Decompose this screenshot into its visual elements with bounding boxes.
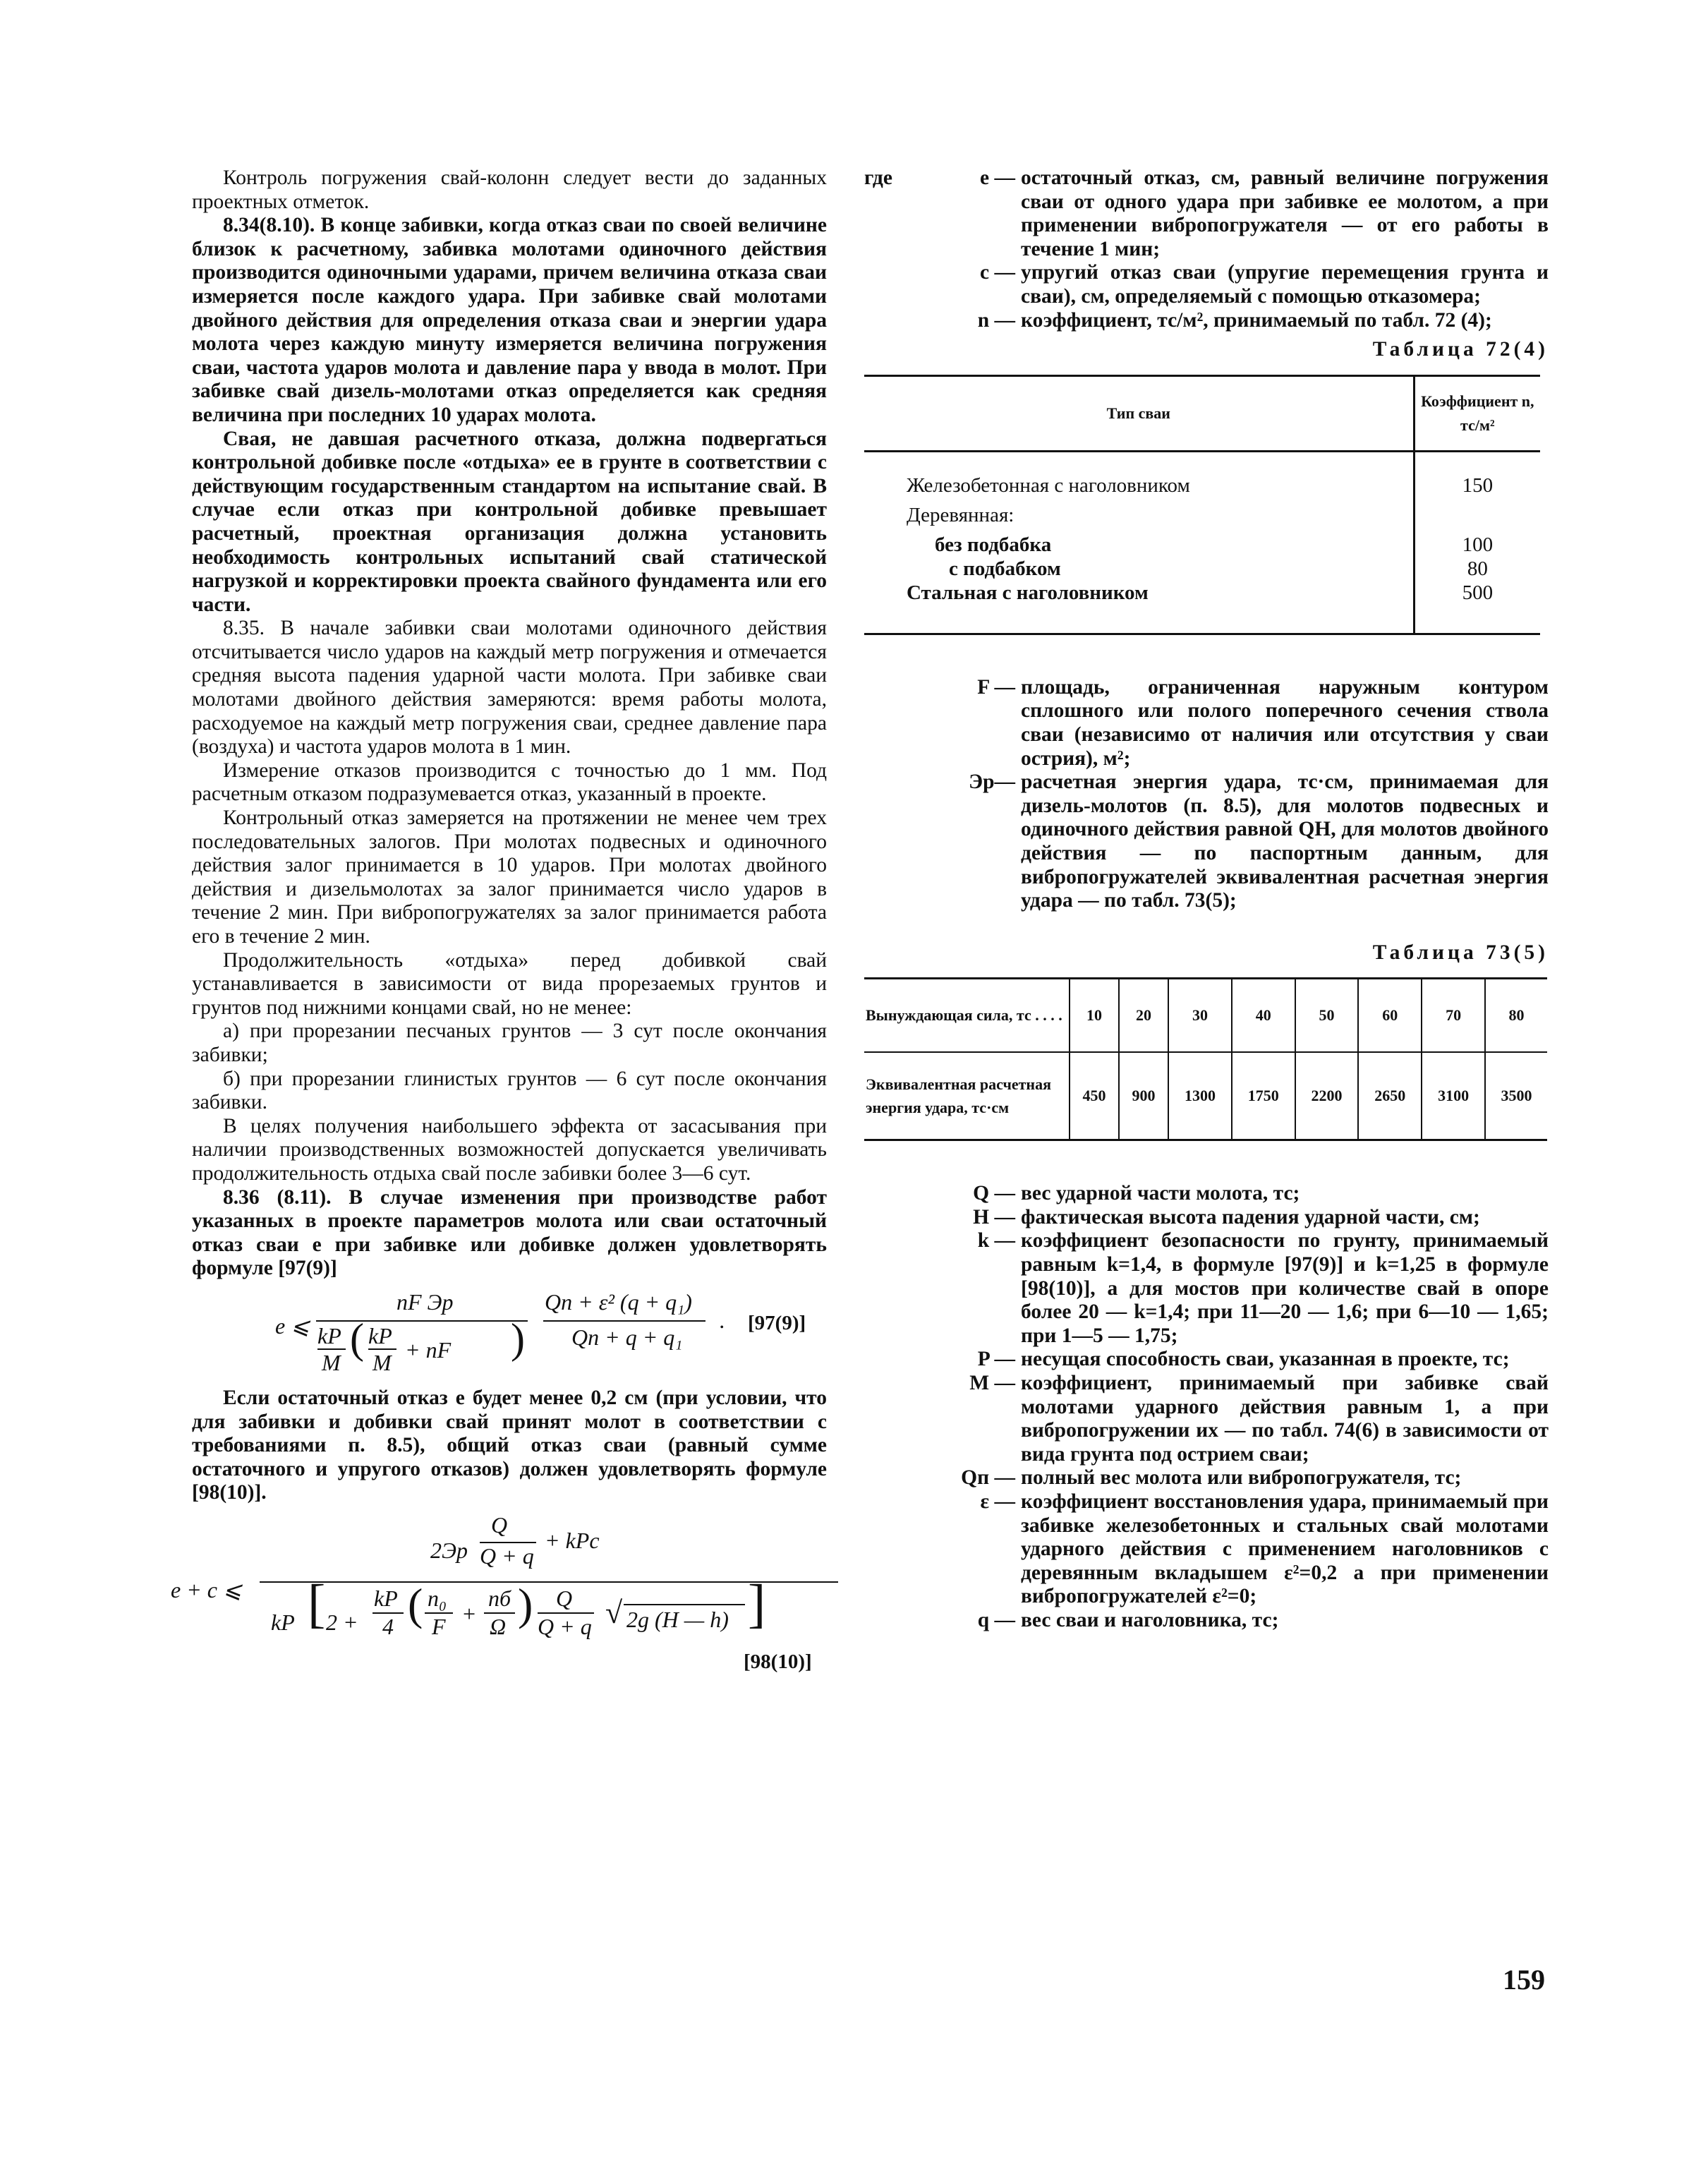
definition-n	[864, 309, 1549, 333]
table-72	[864, 375, 1540, 635]
bracket: [	[308, 1574, 326, 1634]
bracket: ]	[748, 1574, 766, 1634]
definitions-2	[864, 676, 1549, 913]
definition-text: коэффициент, тс/м², принимаемый по табл. 72 (4);	[1021, 308, 1492, 332]
paragraph: 8.36 (8.11). В случае изменения при производстве работ указанных в проекте параметров молота или сваи остаточный отказ сваи e при забивке или добивке должен удовлетворять формуле [97(9)]	[192, 1185, 827, 1280]
paragraph: 8.34(8.10). В конце забивки, когда отказ сваи по своей величине близок к расчетному, забивка молотами одиночного действия производится одиночными ударами, причем величина отказа сваи измеряется после каждого удара. При забивке свай молотами двойного действия для определения отказа сваи и энергии удара молота через каждую минуту измеряется величина погружения сваи, частота ударов молота и давление пара у ввода в молот. При забивке свай дизель-молотами отказ определяется как средняя величина при последних 10 ударах молота.	[192, 214, 827, 426]
where-label: где	[864, 167, 892, 189]
symbol: n —	[977, 308, 1015, 332]
formula-term: 2g (H — h)	[626, 1606, 729, 1632]
definition-text: площадь, ограниченная наружным контуром сплошного или полого поперечного сечения ствола сваи (независимо от наличия или отсутствия у сваи острия), м²;	[1021, 675, 1549, 770]
cell-value: 20	[1119, 979, 1168, 1053]
formula-term: Q + q	[538, 1613, 592, 1639]
cell-name: с подбабком	[864, 557, 1414, 581]
definition-text: вес сваи и наголовника, тс;	[1021, 1608, 1279, 1631]
formula-term: F	[432, 1613, 446, 1639]
table-row	[864, 1052, 1547, 1140]
cell-value: 150	[1462, 473, 1494, 497]
formula-term: 2Эр	[430, 1537, 468, 1563]
table-row	[864, 497, 1540, 533]
table-row	[864, 557, 1540, 581]
formula-term: 4	[382, 1613, 394, 1639]
cell-value: 450	[1070, 1052, 1119, 1140]
formula-term: Qп + q + q₁	[571, 1324, 683, 1350]
definition-k	[864, 1229, 1549, 1348]
definition-text: полный вес молота или вибропогружателя, тс;	[1021, 1466, 1462, 1490]
paragraph: Свая, не давшая расчетного отказа, должна подвергаться контрольной добивке после «отдыха» ее в грунте в соответствии с действующим государственным стандартом на испытание свай. В случае если отказ при контрольной добивке превышает расчетный, проектная организация должна установить необходимость контрольных испытаний свай статической нагрузкой и корректировки проекта свайного фундамента или его части.	[192, 427, 827, 616]
sqrt-sign: √	[605, 1595, 623, 1630]
definition-Er	[864, 771, 1549, 913]
paragraph: Измерение отказов производится с точностью до 1 мм. Под расчетным отказом подразумевается отказ, указанный в проекте.	[192, 759, 827, 806]
table-72-caption: Таблица 72(4)	[1372, 338, 1549, 361]
paren: )	[518, 1579, 533, 1629]
formula-lhs: e + c ⩽	[171, 1576, 242, 1602]
page-number: 159	[1503, 1964, 1545, 1996]
definition-e	[864, 167, 1549, 261]
cell-value: 60	[1358, 979, 1422, 1053]
formula-97-9	[192, 1281, 827, 1387]
table-row	[864, 979, 1547, 1053]
header-coefficient: Коэффициент n, тс/м²	[1414, 375, 1540, 451]
cell-value: 10	[1070, 979, 1119, 1053]
definition-q	[864, 1609, 1549, 1633]
sqrt-bar	[624, 1604, 745, 1605]
cell-value: 40	[1232, 979, 1295, 1053]
symbol: ε —	[980, 1490, 1015, 1513]
table-row	[864, 533, 1540, 557]
symbol: q —	[977, 1608, 1015, 1631]
paragraph: Продолжительность «отдыха» перед добивкой свай устанавливается в зависимости от вида прорезаемых грунтов и грунтов под нижними концами свай, но не менее:	[192, 948, 827, 1019]
paragraph: В целях получения наибольшего эффекта от засасывания при наличии производственных возможностей допускается увеличивать продолжительность отдыха свай после забивки более 3—6 сут.	[192, 1114, 827, 1185]
cell-value: 1300	[1168, 1052, 1232, 1140]
fraction-line	[543, 1320, 705, 1322]
symbol: c —	[980, 261, 1015, 284]
right-column	[864, 167, 1549, 1633]
formula-lhs: e ⩽	[275, 1312, 310, 1339]
definition-H	[864, 1206, 1549, 1230]
definition-F	[864, 676, 1549, 771]
formula-number: [98(10)]	[744, 1650, 812, 1673]
symbol: Эр—	[969, 771, 1015, 794]
symbol: e —	[980, 167, 1015, 189]
cell-value: 70	[1422, 979, 1485, 1053]
formula-term: nб	[488, 1585, 511, 1611]
definition-Qp	[864, 1466, 1549, 1490]
symbol: M —	[969, 1372, 1015, 1395]
cell-name: Железобетонная с наголовником	[864, 451, 1414, 497]
definition-text: упругий отказ сваи (упругие перемещения грунта и сваи), см, определяемый с помощью отказомера;	[1021, 261, 1549, 308]
symbol: Q —	[973, 1182, 1015, 1205]
formula-98-10	[171, 1505, 827, 1674]
formula-dot: .	[720, 1307, 725, 1333]
cell-value: 900	[1119, 1052, 1168, 1140]
table-row	[864, 581, 1540, 634]
spacer	[864, 635, 1549, 676]
cell-value: 3100	[1422, 1052, 1485, 1140]
definition-c	[864, 261, 1549, 308]
cell-value: 80	[1485, 979, 1547, 1053]
definition-text: расчетная энергия удара, тс·см, принимаемая для дизель-молотов (п. 8.5), для молотов подвесных и одиночного действия равной QH, для молотов двойного действия — по паспортным данным, для вибропогружателей эквивалентная расчетная энергия удара — по табл. 73(5);	[1021, 771, 1549, 912]
spacer	[864, 1141, 1549, 1182]
definition-text: несущая способность сваи, указанная в проекте, тс;	[1021, 1348, 1510, 1371]
fraction-line	[316, 1320, 528, 1322]
table-73-caption: Таблица 73(5)	[1372, 941, 1549, 964]
formula-term: kP	[317, 1322, 341, 1348]
cell-value: 2650	[1358, 1052, 1422, 1140]
formula-term: + nF	[405, 1336, 452, 1363]
formula-term: + kPc	[545, 1527, 600, 1553]
definition-text: остаточный отказ, см, равный величине погружения сваи от одного удара при забивке ее молотом, а при применении вибропогружателя — от его работы в течение 1 мин;	[1021, 167, 1549, 260]
cell-value: 50	[1295, 979, 1359, 1053]
formula-term: 2 +	[326, 1609, 358, 1635]
formula-term: kP	[368, 1322, 392, 1348]
paragraph: 8.35. В начале забивки сваи молотами одиночного действия отсчитывается число ударов на каждый метр погружения и отмечается средняя высота падения ударной части молота. При забивке сваи молотами двойного действия замеряются: время работы молота, расходуемое на каждый метр погружения сваи, среднее давление пара (воздуха) и частота ударов молота в 1 мин.	[192, 617, 827, 759]
formula-term: Q	[491, 1511, 508, 1538]
definitions-3	[864, 1182, 1549, 1632]
definition-M	[864, 1372, 1549, 1466]
symbol: Qп —	[961, 1466, 1015, 1490]
cell-name: без подбабка	[864, 533, 1414, 557]
formula-term: M	[373, 1349, 392, 1375]
definition-epsilon	[864, 1490, 1549, 1609]
symbol: F —	[977, 675, 1015, 699]
cell-name: Деревянная:	[864, 497, 1414, 533]
table-73	[864, 977, 1547, 1141]
definition-P	[864, 1348, 1549, 1372]
cell-value: 30	[1168, 979, 1232, 1053]
formula-term: Q + q	[480, 1543, 534, 1569]
paren: (	[350, 1315, 364, 1362]
definitions-1	[864, 167, 1549, 332]
definition-text: коэффициент, принимаемый при забивке свай молотами ударного действия равным 1, а при вибропогружении их — по табл. 74(6) в зависимости от вида грунта под острием сваи;	[1021, 1372, 1549, 1466]
formula-term: +	[461, 1600, 477, 1626]
symbol: H —	[973, 1205, 1015, 1229]
paragraph: Контроль погружения свай-колонн следует вести до заданных проектных отметок.	[192, 167, 827, 213]
definition-text: коэффициент восстановления удара, принимаемый при забивке железобетонных и стальных свай молотами ударного действия с применением наголовников с деревянным вкладышем ε²=0,2 а при применении вибропогружателей ε²=0;	[1021, 1490, 1549, 1608]
cell-value	[1414, 497, 1540, 533]
row-label: Вынуждающая сила, тс . . . .	[864, 979, 1070, 1053]
definition-text: коэффициент безопасности по грунту, принимаемый равным k=1,4, в формуле [97(9)] и k=1,25 в формуле [98(10)], а для мостов при количестве свай в опоре более 20 — k=1,4; при 11—20 — 1,6; при 6—10 — 1,65; при 1—5 — 1,75;	[1021, 1229, 1549, 1347]
table-row	[864, 451, 1540, 497]
definition-text: вес ударной части молота, тс;	[1021, 1182, 1300, 1205]
cell-value: 3500	[1485, 1052, 1547, 1140]
formula-term: Q	[556, 1585, 573, 1611]
cell-value: 100	[1462, 533, 1494, 556]
table-header	[864, 375, 1540, 451]
left-column	[171, 167, 827, 1674]
formula-term: M	[322, 1349, 341, 1375]
row-label: Эквивалентная расчетная энергия удара, тс·см	[866, 1075, 1052, 1117]
cell-value: 80	[1467, 557, 1488, 580]
symbol: k —	[977, 1229, 1015, 1252]
header-type: Тип сваи	[864, 375, 1414, 451]
cell-name: Стальная с наголовником	[864, 581, 1414, 634]
formula-term: n₀	[428, 1585, 447, 1611]
symbol: P —	[977, 1348, 1015, 1371]
formula-term: kP	[374, 1585, 398, 1611]
definition-text: фактическая высота падения ударной части, см;	[1021, 1205, 1480, 1229]
paragraph: Контрольный отказ замеряется на протяжении не менее чем трех последовательных залогов. При молотах подвесных и одиночного действия залог принимается в 10 ударов. При молотах двойного действия и дизельмолотах за залог принимается число ударов в течение 2 мин. При вибропогружателях за залог принимается работа его в течение 2 мин.	[192, 807, 827, 948]
paragraph: а) при прорезании песчаных грунтов — 3 сут после окончания забивки;	[192, 1020, 827, 1066]
paren: (	[408, 1579, 423, 1629]
formula-term: Ω	[490, 1613, 507, 1639]
formula-term: Qп + ε² (q + q₁)	[545, 1288, 692, 1315]
formula-term: nF Эр	[396, 1288, 454, 1315]
formula-number: [97(9)]	[748, 1311, 806, 1334]
definition-Q	[864, 1182, 1549, 1206]
cell-value: 500	[1462, 581, 1494, 604]
cell-value: 2200	[1295, 1052, 1359, 1140]
paragraph: б) при прорезании глинистых грунтов — 6 сут после окончания забивки.	[192, 1067, 827, 1114]
cell-value: 1750	[1232, 1052, 1295, 1140]
formula-term: kP	[271, 1609, 295, 1635]
paren: )	[511, 1315, 525, 1362]
paragraph: Если остаточный отказ e будет менее 0,2 см (при условии, что для забивки и добивки свай принят молот в соответствии с требованиями п. 8.5), общий отказ сваи (равный сумме остаточного и упругого отказов) должен удовлетворять формуле [98(10)].	[192, 1386, 827, 1504]
